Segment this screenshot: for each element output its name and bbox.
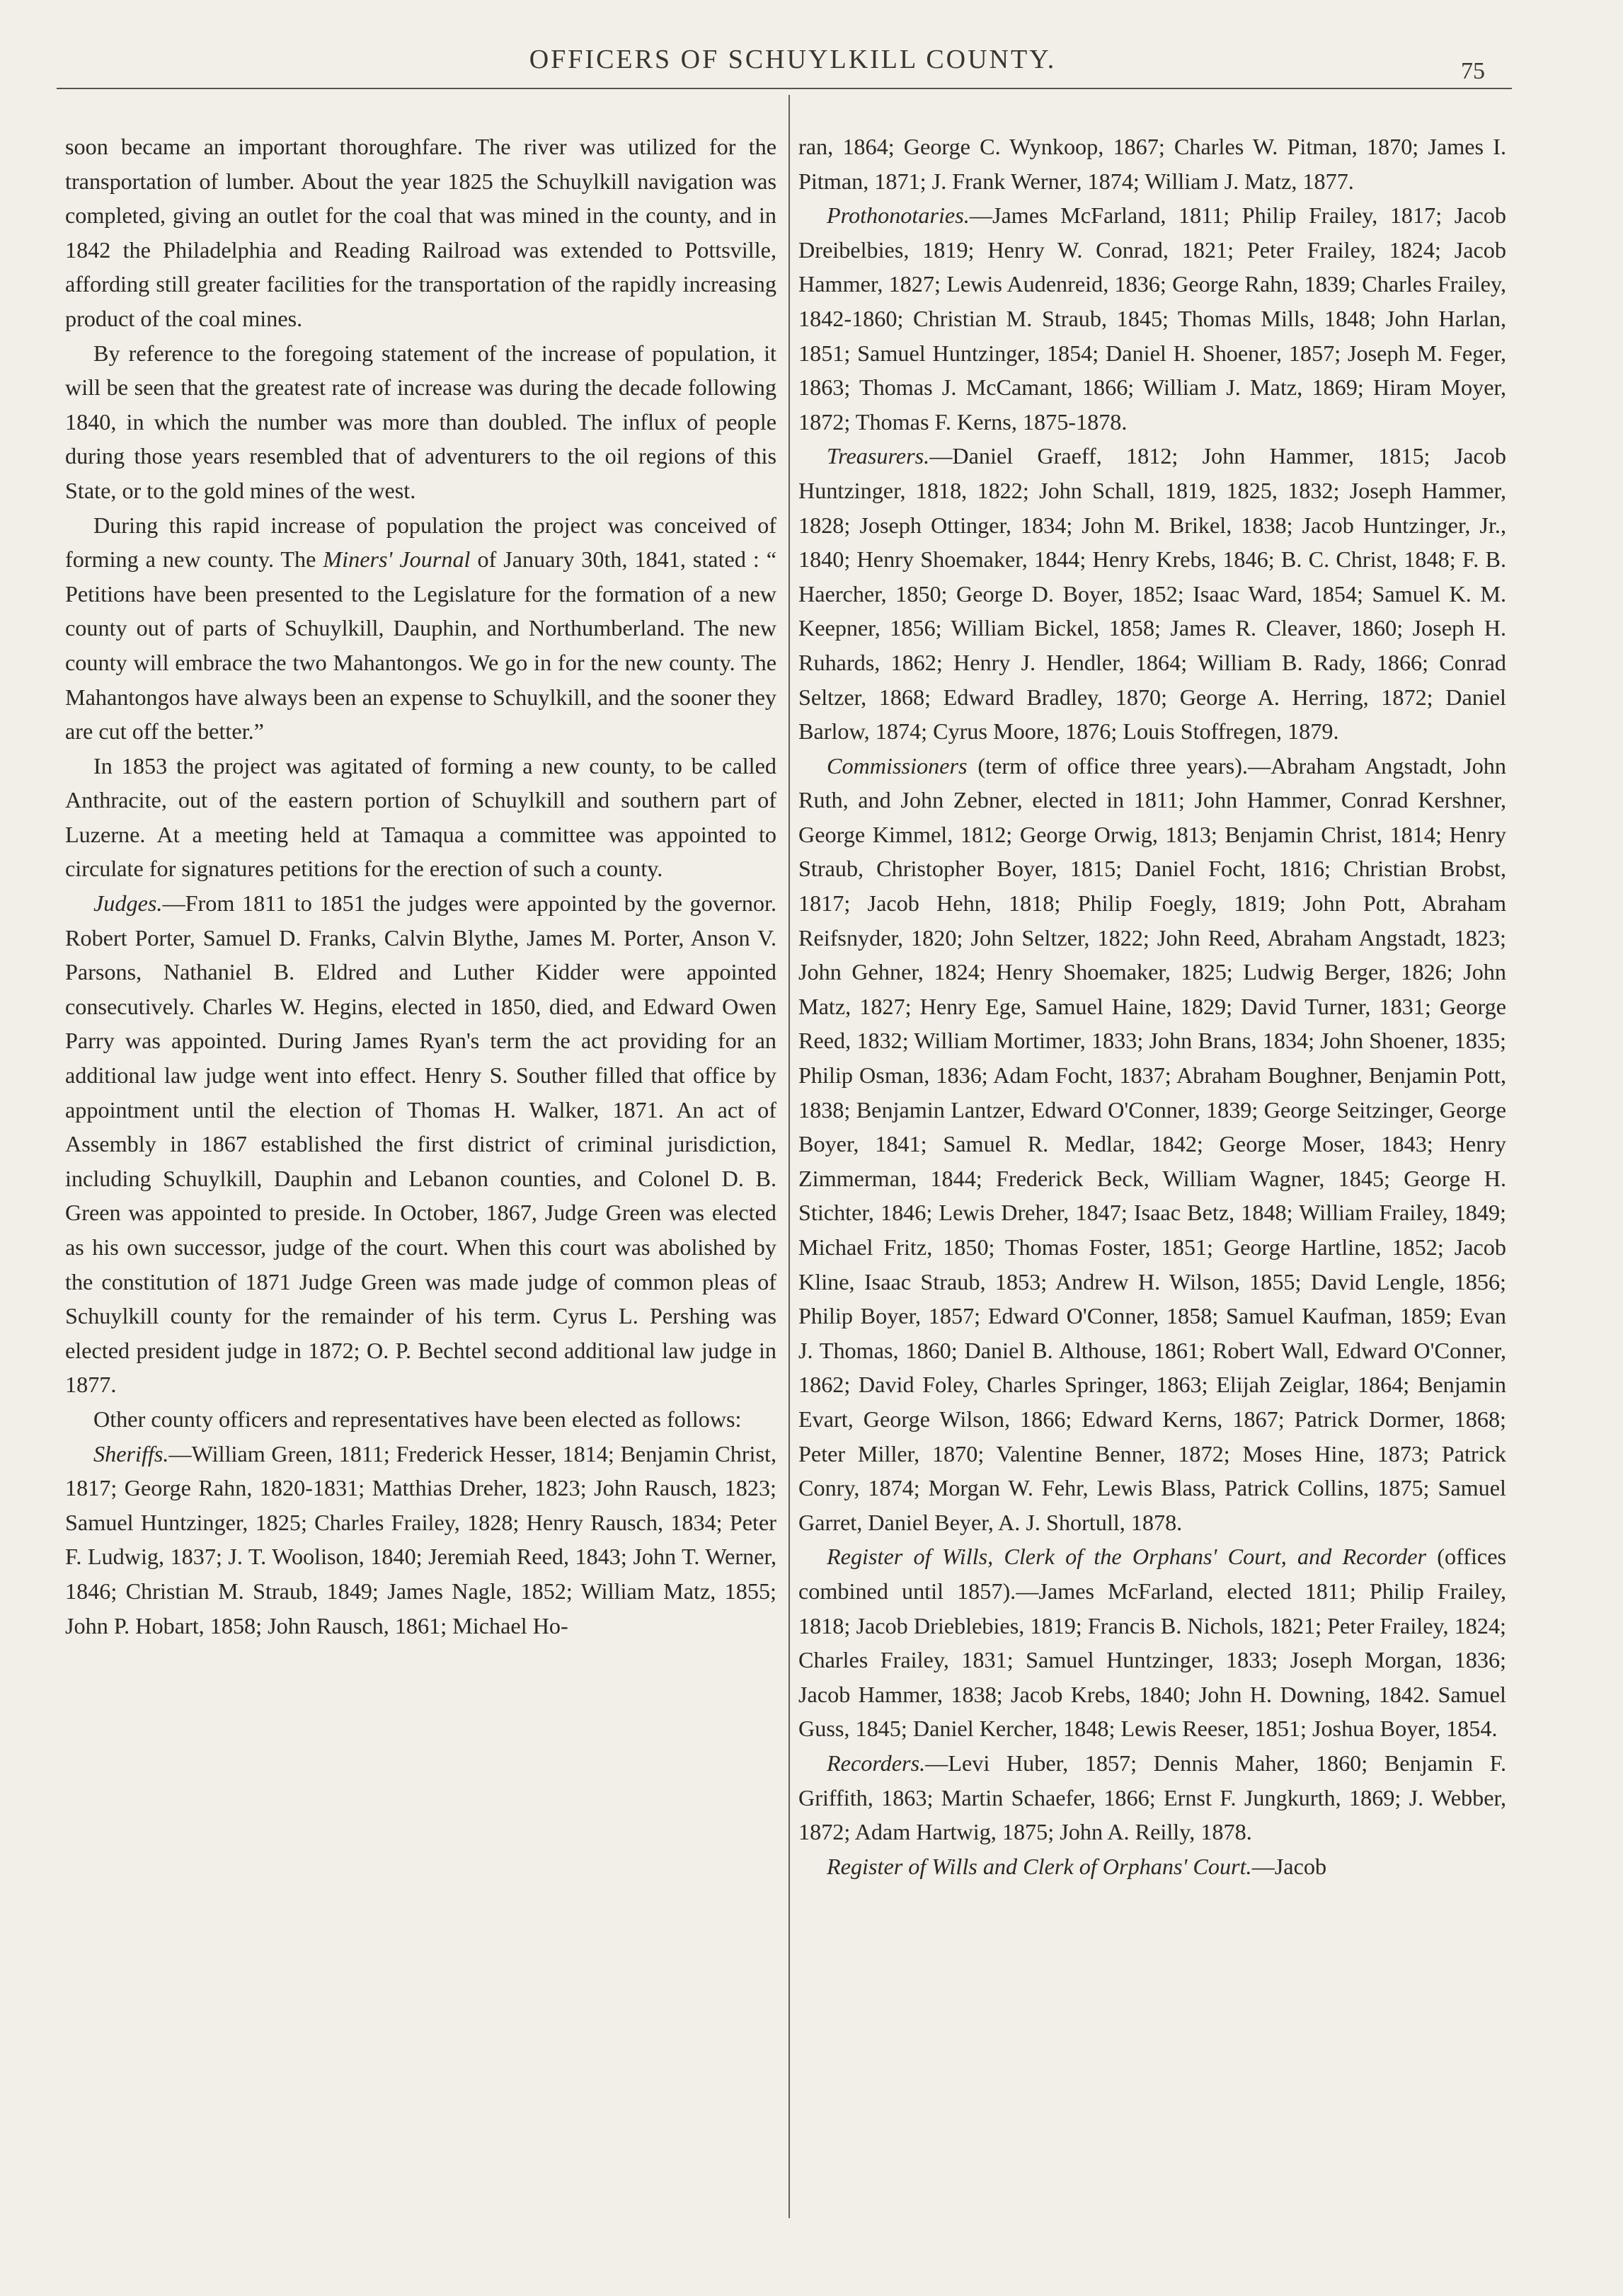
treasurers-text: —Daniel Graeff, 1812; John Hammer, 1815; Jacob Huntzinger, 1818, 1822; John Schall, 1819, 1825, 1832; Joseph Hammer, 1828; Joseph Ottinger, 1834; John M. Brikel, 1838; Jacob Huntzinger, Jr., 1840; Henry Shoemaker, 1844; Henry Krebs, 1846; B. C. Christ, 1848; F. B. Haercher, 1850; George D. Boyer, 1852; Isaac Ward, 1854; Samuel K. M. Keepner, 1856; William Bickel, 1858; James R. Cleaver, 1860; Joseph H. Ruhards, 1862; Henry J. Hendler, 1864; William B. Rady, 1866; Conrad Seltzer, 1868; Edward Bradley, 1870; George A. Herring, 1872; Daniel Barlow, 1874; Cyrus Moore, 1876; Louis Stoffregen, 1879. xyxy=(798,443,1506,745)
header-rule xyxy=(57,88,1512,89)
recorders-text: —Levi Huber, 1857; Dennis Maher, 1860; Benjamin F. Griffith, 1863; Martin Schaefer, 1866; Ernst F. Jungkurth, 1869; J. Webber, 1872; Adam Hartwig, 1875; John A. Reilly, 1878. xyxy=(798,1750,1506,1845)
recorders-heading: Recorders. xyxy=(827,1750,926,1776)
paragraph-population: By reference to the foregoing statement of the increase of population, it will be seen that the greatest rate of increase was during the decade following 1840, in which the number was more than doubled. The influx of people during those years resembled that of adventurers to the oil regions of this State, or to the gold mines of the west. xyxy=(65,340,776,503)
paragraph-anthracite: In 1853 the project was agitated of forming a new county, to be called Anthracite, out of the eastern portion of Schuylkill and southern part of Luzerne. At a meeting held at Tamaqua a committee was appointed to circulate for signatures petitions for the erection of such a county. xyxy=(65,752,776,882)
section-register-recorder xyxy=(798,1539,1506,1746)
paragraph-new-county-b: of January 30th, 1841, stated : “ Petitions have been presented to the Legislature for the formation of a new county out of parts of Schuylkill, Dauphin, and Northumberland. The new county will embrace the two Mahantongos. We go in for the new county. The Mahantongos have always been an expense to Schuylkill, and the sooner they are cut off the better.” xyxy=(65,546,777,745)
register-orphans-heading: Register of Wills and Clerk of Orphans' Court. xyxy=(827,1853,1252,1879)
treasurers-heading: Treasurers. xyxy=(827,443,930,469)
paragraph-navigation: soon became an important thoroughfare. The river was utilized for the transportation of lumber. About the year 1825 the Schuylkill navigation was completed, giving an outlet for the coal that was mined in the county, and in 1842 the Philadelphia and Reading Railroad was extended to Pottsville, affording still greater facilities for the transportation of the rapidly increasing product of the coal mines. xyxy=(65,134,776,331)
section-prothonotaries xyxy=(798,198,1506,439)
running-title: OFFICERS OF SCHUYLKILL COUNTY. xyxy=(529,45,1057,74)
section-commissioners xyxy=(798,749,1506,1540)
left-column xyxy=(65,130,776,1643)
register-recorder-text: (offices combined until 1857).—James McFarland, elected 1811; Philip Frailey, 1818; Jacob Drieblebies, 1819; Francis B. Nichols, 1821; Peter Frailey, 1824; Charles Frailey, 1831; Samuel Huntzinger, 1833; Joseph Morgan, 1836; Jacob Hammer, 1838; Jacob Krebs, 1840; John H. Downing, 1842. Samuel Guss, 1845; Daniel Kercher, 1848; Lewis Reeser, 1851; Joshua Boyer, 1854. xyxy=(798,1544,1507,1742)
prothonotaries-text: —James McFarland, 1811; Philip Frailey, 1817; Jacob Dreibelbies, 1819; Henry W. Conrad, 1821; Peter Frailey, 1824; Jacob Hammer, 1827; Lewis Audenreid, 1836; George Rahn, 1839; Charles Frailey, 1842-1860; Christian M. Straub, 1845; Thomas Mills, 1848; John Harlan, 1851; Samuel Huntzinger, 1854; Daniel H. Shoener, 1857; Joseph M. Feger, 1863; Thomas J. McCamant, 1866; William J. Matz, 1869; Hiram Moyer, 1872; Thomas F. Kerns, 1875-1878. xyxy=(798,202,1506,435)
section-treasurers xyxy=(798,439,1506,748)
section-sheriffs xyxy=(65,1437,776,1643)
column-divider xyxy=(788,95,790,2218)
page-number: 75 xyxy=(1461,58,1485,84)
prothonotaries-heading: Prothonotaries. xyxy=(827,202,970,229)
sheriffs-heading: Sheriffs. xyxy=(93,1440,169,1466)
paragraph-new-county xyxy=(65,508,776,749)
judges-text: —From 1811 to 1851 the judges were appointed by the governor. Robert Porter, Samuel D. Franks, Calvin Blythe, James M. Porter, Anson V. Parsons, Nathaniel B. Eldred and Luther Kidder were appointed consecutively. Charles W. Hegins, elected in 1850, died, and Edward Owen Parry was appointed. During James Ryan's term the act providing for an additional law judge went into effect. Henry S. Souther filled that office by appointment until the election of Thomas H. Walker, 1871. An act of Assembly in 1867 established the first district of criminal jurisdiction, including Schuylkill, Dauphin and Lebanon counties, and Colonel D. B. Green was appointed to preside. In October, 1867, Judge Green was elected as his own successor, judge of the court. When this court was abolished by the constitution of 1871 Judge Green was made judge of common pleas of Schuylkill county for the remainder of his term. Cyrus L. Pershing was elected president judge in 1872; O. P. Bechtel second additional law judge in 1877. xyxy=(65,890,776,1398)
page-header xyxy=(0,44,1623,86)
right-column xyxy=(798,130,1506,1883)
commissioners-heading: Commissioners xyxy=(827,752,968,779)
register-recorder-heading: Register of Wills, Clerk of the Orphans' Court, and Recorder xyxy=(827,1544,1427,1570)
section-judges xyxy=(65,886,776,1402)
section-recorders xyxy=(798,1746,1506,1849)
paragraph-other-officers: Other county officers and representatives have been elected as follows: xyxy=(93,1406,742,1432)
sheriffs-continued: ran, 1864; George C. Wynkoop, 1867; Charles W. Pitman, 1870; James I. Pitman, 1871; J. Frank Werner, 1874; William J. Matz, 1877. xyxy=(798,134,1506,194)
section-register-orphans-court xyxy=(798,1849,1506,1884)
judges-heading: Judges. xyxy=(93,890,163,917)
sheriffs-text: —William Green, 1811; Frederick Hesser, 1814; Benjamin Christ, 1817; George Rahn, 1820-1831; Matthias Dreher, 1823; John Rausch, 1823; Samuel Huntzinger, 1825; Charles Frailey, 1828; Henry Rausch, 1834; Peter F. Ludwig, 1837; J. T. Woolison, 1840; Jeremiah Reed, 1843; John T. Werner, 1846; Christian M. Straub, 1849; James Nagle, 1852; William Matz, 1855; John P. Hobart, 1858; John Rausch, 1861; Michael Ho- xyxy=(65,1440,776,1638)
commissioners-text: (term of office three years).—Abraham Angstadt, John Ruth, and John Zebner, elected in 1811; John Hammer, Conrad Kershner, George Kimmel, 1812; George Orwig, 1813; Benjamin Christ, 1814; Henry Straub, Christopher Boyer, 1815; Daniel Focht, 1816; Christian Brobst, 1817; Jacob Hehn, 1818; Philip Foegly, 1819; John Pott, Abraham Reifsnyder, 1820; John Seltzer, 1822; John Reed, Abraham Angstadt, 1823; John Gehner, 1824; Henry Shoemaker, 1825; Ludwig Berger, 1826; John Matz, 1827; Henry Ege, Samuel Haine, 1829; David Turner, 1831; George Reed, 1832; William Mortimer, 1833; John Brans, 1834; John Shoener, 1835; Philip Osman, 1836; Adam Focht, 1837; Abraham Boughner, Benjamin Pott, 1838; Benjamin Lantzer, Edward O'Conner, 1839; George Seitzinger, George Boyer, 1841; Samuel R. Medlar, 1842; George Moser, 1843; Henry Zimmerman, 1844; Frederick Beck, William Wagner, 1845; George H. Stichter, 1846; Lewis Dreher, 1847; Isaac Betz, 1848; William Frailey, 1849; Michael Fritz, 1850; Thomas Foster, 1851; George Hartline, 1852; Jacob Kline, Isaac Straub, 1853; Andrew H. Wilson, 1855; David Lengle, 1856; Philip Boyer, 1857; Edward O'Conner, 1858; Samuel Kaufman, 1859; Evan J. Thomas, 1860; Daniel B. Althouse, 1861; Robert Wall, Edward O'Conner, 1862; David Foley, Charles Springer, 1863; Elijah Zeiglar, 1864; Benjamin Evart, George Wilson, 1866; Edward Kerns, 1867; Patrick Dormer, 1868; Peter Miller, 1870; Valentine Benner, 1872; Moses Hine, 1873; Patrick Conry, 1874; Morgan W. Fehr, Lewis Blass, Patrick Collins, 1875; Samuel Garret, Daniel Beyer, A. J. Shortull, 1878. xyxy=(798,752,1506,1535)
miners-journal-title: Miners' Journal xyxy=(323,546,471,573)
register-orphans-text: —Jacob xyxy=(1251,1853,1327,1879)
paragraph-new-county-a: During this rapid increase of population the project was conceived of forming a new county. The xyxy=(65,512,776,573)
